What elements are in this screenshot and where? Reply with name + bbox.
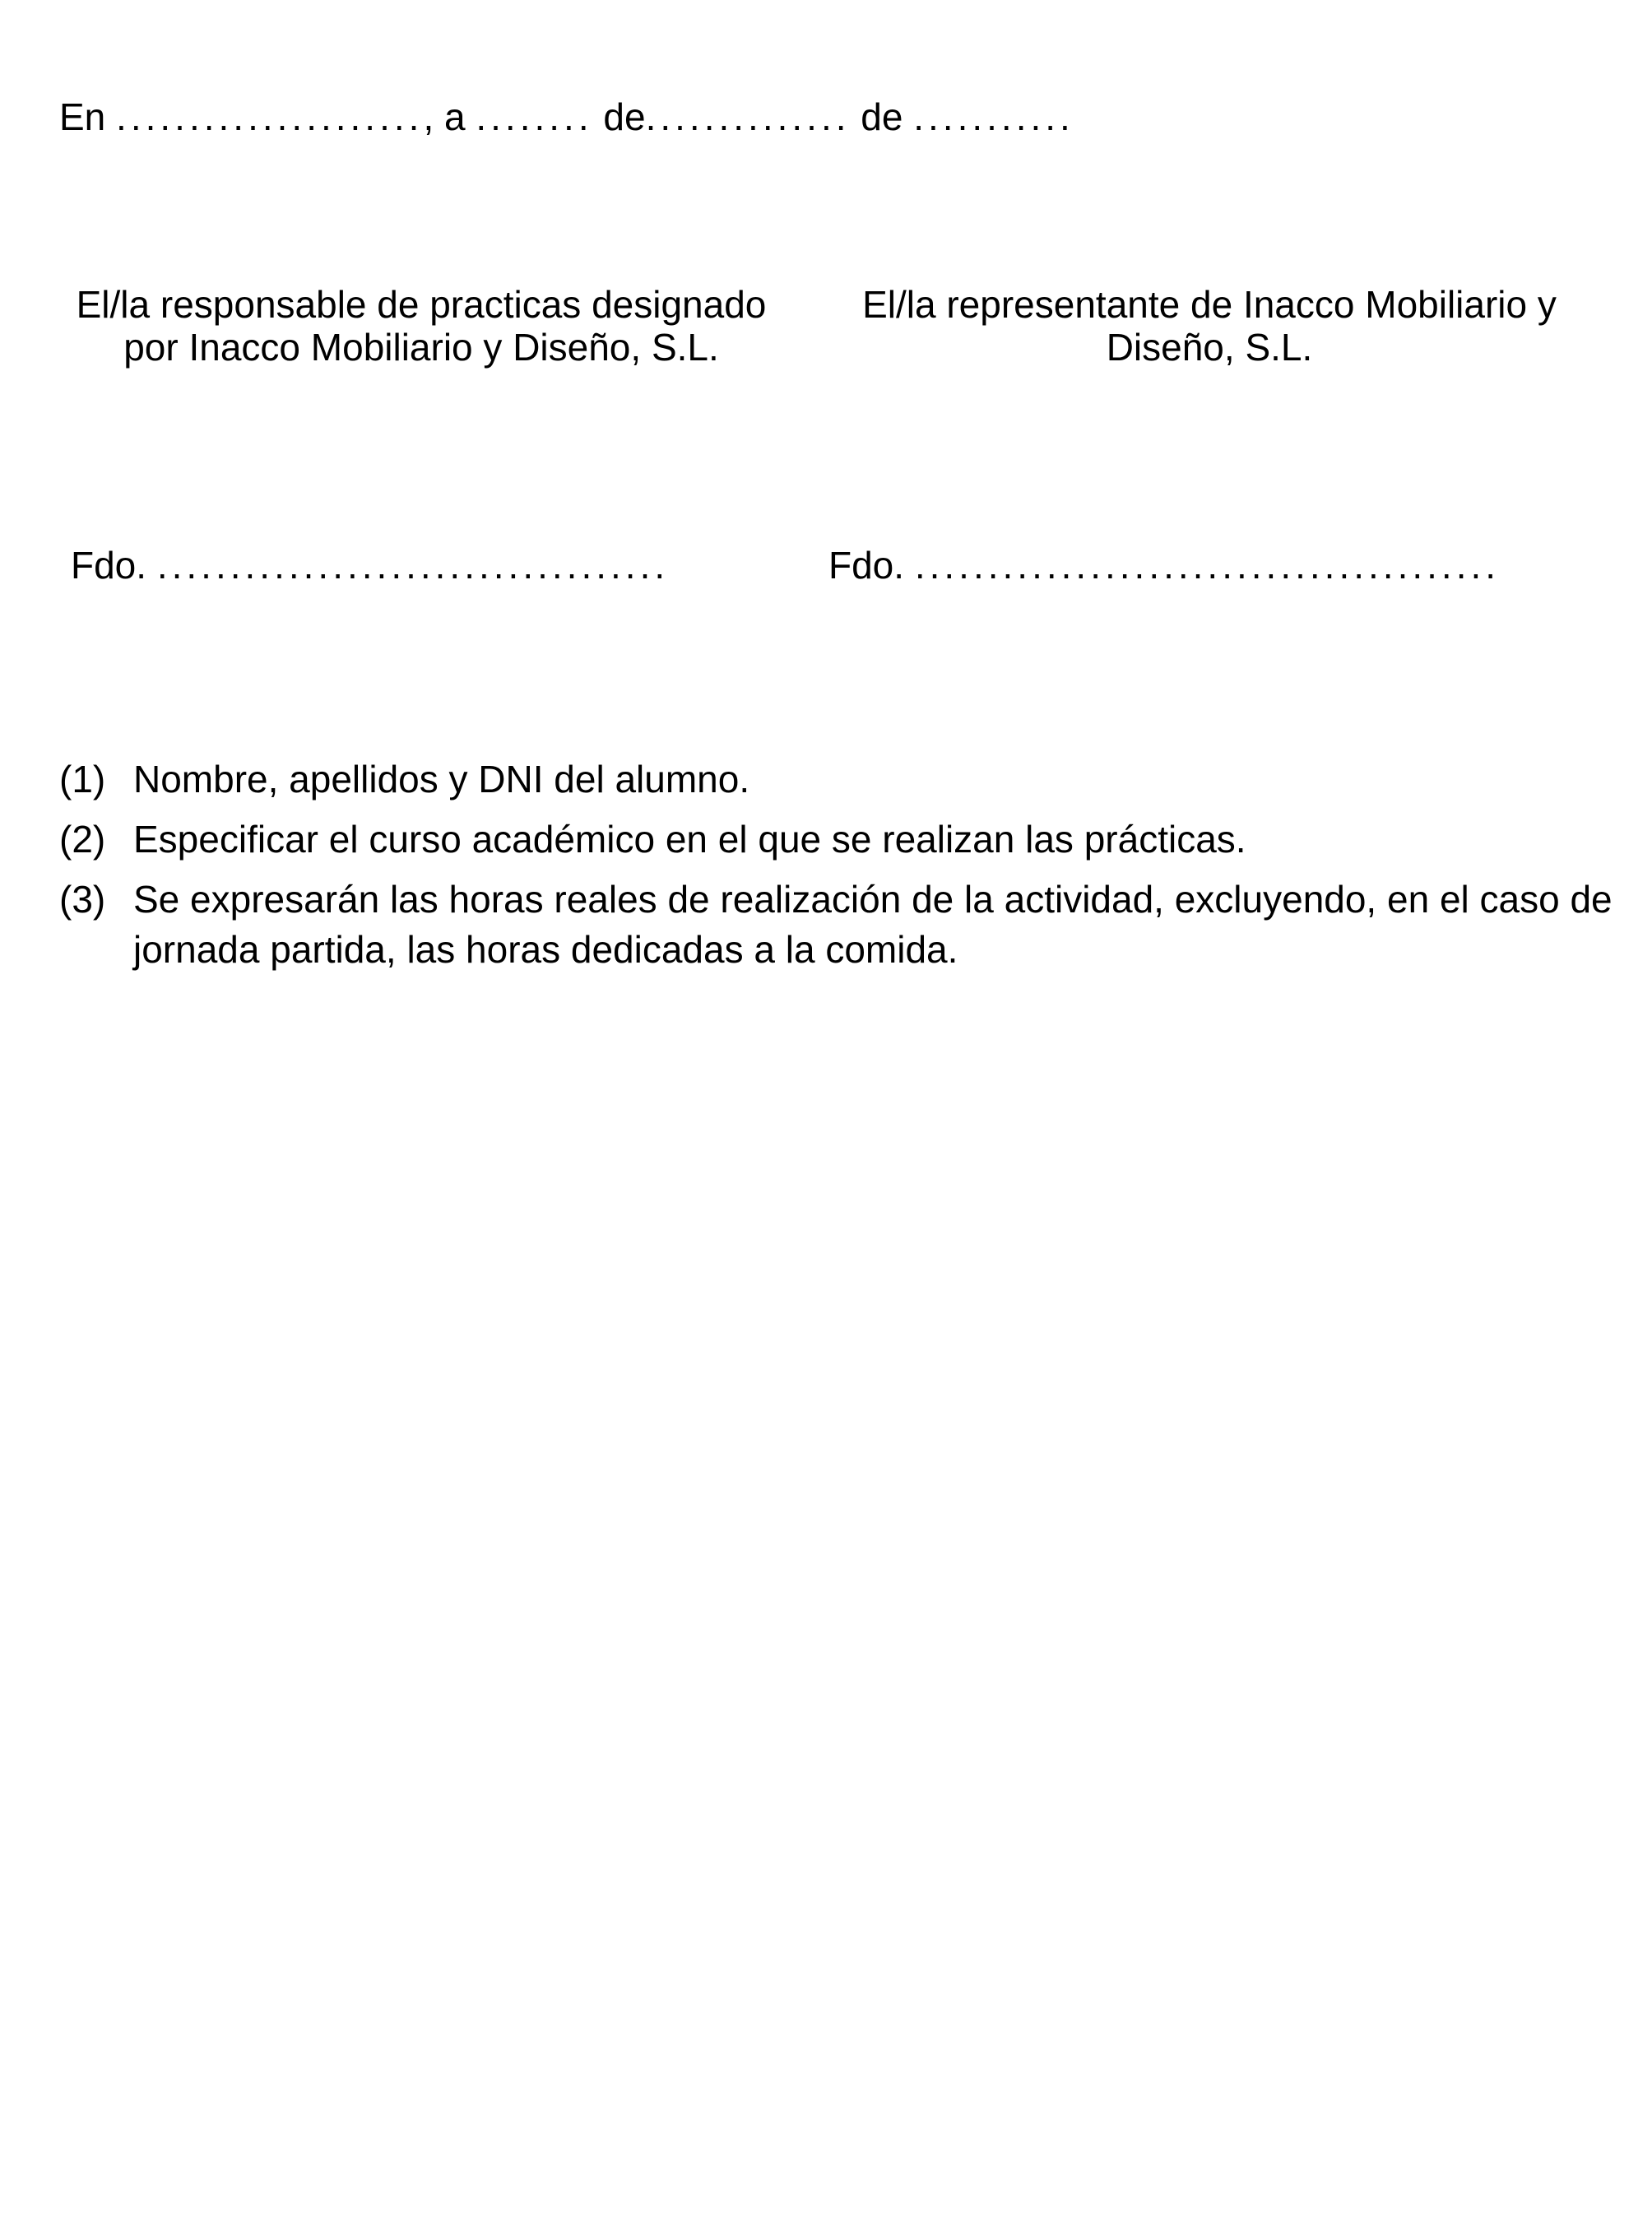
signature-blank-representante: ........................................ bbox=[914, 544, 1501, 587]
date-blank-day: ........ bbox=[476, 95, 593, 138]
fdo-label: Fdo. bbox=[828, 544, 915, 587]
footnote-text: Especificar el curso académico en el que se realizan las prácticas. bbox=[133, 818, 1246, 861]
date-text-de-year: de bbox=[850, 95, 914, 138]
footnote-item-2 bbox=[59, 814, 1652, 865]
date-text-de-month: de bbox=[592, 95, 646, 138]
footnote-item-3 bbox=[59, 875, 1652, 975]
signature-columns bbox=[59, 283, 1652, 587]
fdo-label: Fdo. bbox=[71, 544, 157, 587]
date-text-a: , a bbox=[423, 95, 476, 138]
footnote-item-1 bbox=[59, 754, 1652, 805]
date-blank-city: ..................... bbox=[116, 95, 424, 138]
footnote-text: Nombre, apellidos y DNI del alumno. bbox=[133, 758, 750, 800]
signature-column-representante bbox=[828, 283, 1590, 587]
footnote-marker: (1) bbox=[59, 758, 106, 800]
signature-line-representante bbox=[828, 543, 1590, 587]
date-blank-month: .............. bbox=[645, 95, 851, 138]
footnote-text: Se expresarán las horas reales de realización de la actividad, excluyendo, en el caso de jornada partida, las horas dedicadas a la comida. bbox=[133, 878, 1613, 971]
signature-line-responsable bbox=[71, 543, 783, 587]
date-line bbox=[59, 95, 1652, 139]
signature-title-responsable: El/la responsable de practicas designado por Inacco Mobiliario y Diseño, S.L. bbox=[76, 283, 767, 369]
signature-blank-responsable: ................................... bbox=[156, 544, 670, 587]
footnote-marker: (3) bbox=[59, 878, 106, 921]
footnote-marker: (2) bbox=[59, 818, 106, 861]
date-blank-year: ........... bbox=[913, 95, 1074, 138]
date-text-en: En bbox=[59, 95, 117, 138]
footnotes-list bbox=[59, 754, 1652, 975]
signature-title-representante: El/la representante de Inacco Mobiliario y Diseño, S.L. bbox=[862, 283, 1557, 369]
signature-column-responsable bbox=[59, 283, 783, 587]
